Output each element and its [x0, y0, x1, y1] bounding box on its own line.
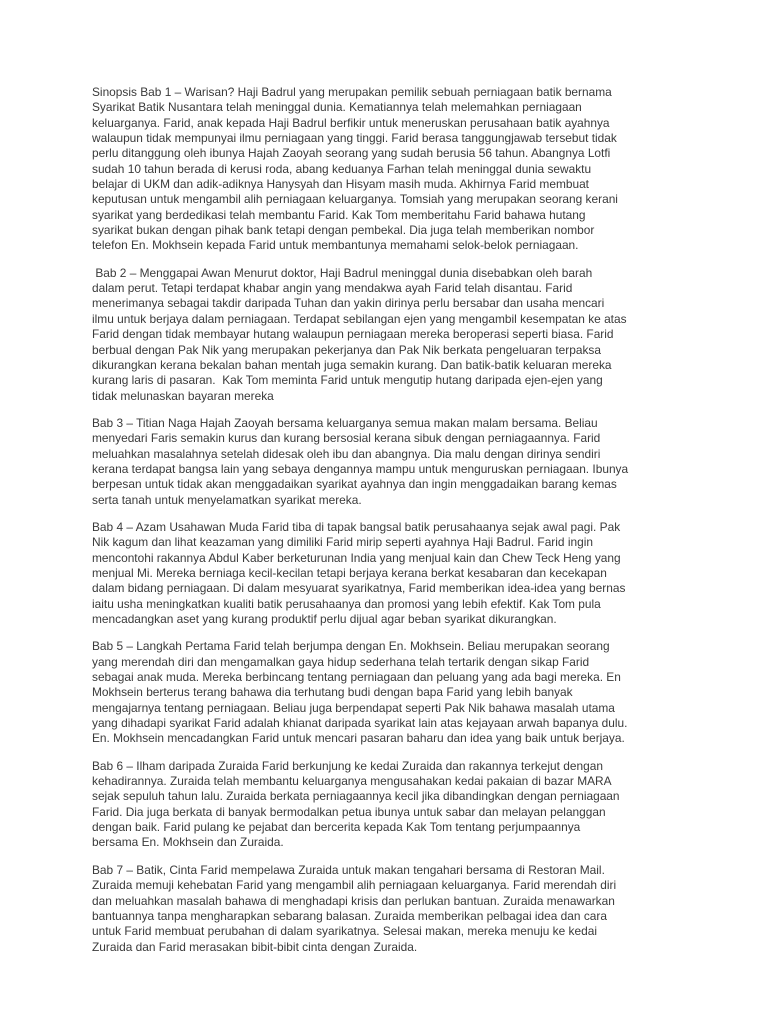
paragraph-bab-2: Bab 2 – Menggapai Awan Menurut doktor, Haji Badrul meninggal dunia disebabkan oleh barah dalam perut. Tetapi terdapat khabar angin yang mendakwa ayah Farid telah disantau. Farid menerimanya sebagai takdir daripada Tuhan dan yakin dirinya perlu bersabar dan usaha mencari ilmu untuk berjaya dalam perniagaan. Terdapat sebilangan ejen yang mengambil kesempatan ke atas Farid dengan tidak membayar hutang walaupun perniagaan mereka beroperasi seperti biasa. Farid berbual dengan Pak Nik yang merupakan pekerjanya dan Pak Nik berkata pengeluaran terpaksa dikurangkan kerana bekalan bahan mentah juga semakin kurang. Dan batik-batik keluaran mereka kurang laris di pasaran. Kak Tom meminta Farid untuk mengutip hutang daripada ejen-ejen yang tidak melunaskan bayaran mereka	[92, 265, 627, 403]
paragraph-bab-1: Sinopsis Bab 1 – Warisan? Haji Badrul yang merupakan pemilik sebuah perniagaan batik bernama Syarikat Batik Nusantara telah meninggal dunia. Kematiannya telah melemahkan perniagaan keluarganya. Farid, anak kepada Haji Badrul berfikir untuk meneruskan perusahaan batik ayahnya walaupun tidak mempunyai ilmu perniagaan yang tinggi. Farid berasa tanggungjawab tersebut tidak perlu ditanggung oleh ibunya Hajah Zaoyah seorang yang sudah berusia 56 tahun. Abangnya Lotfi sudah 10 tahun berada di kerusi roda, abang keduanya Farhan telah meninggal dunia sewaktu belajar di UKM dan adik-adiknya Hanysyah dan Hisyam masih muda. Akhirnya Farid membuat keputusan untuk mengambil alih perniagaan keluarganya. Tomsiah yang merupakan seorang kerani syarikat yang berdedikasi telah membantu Farid. Kak Tom memberitahu Farid bahawa hutang syarikat bukan dengan pihak bank tetapi dengan pembekal. Dia juga telah memberikan nombor telefon En. Mokhsein kepada Farid untuk membantunya memahami selok-belok perniagaan.	[92, 85, 618, 253]
paragraph-bab-3: Bab 3 – Titian Naga Hajah Zaoyah bersama keluarganya semua makan malam bersama. Beliau menyedari Faris semakin kurus dan kurang bersosial kerana sibuk dengan perniagaannya. Farid meluahkan masalahnya setelah didesak oleh ibu dan abangnya. Dia malu dengan dirinya sendiri kerana terdapat bangsa lain yang sebaya dengannya mampu untuk menguruskan perniagaan. Ibunya berpesan untuk tidak akan menggadaikan syarikat ayahnya dan ingin menggadaikan barang kemas serta tanah untuk menyelamatkan syarikat mereka.	[92, 415, 629, 507]
paragraph-bab-5: Bab 5 – Langkah Pertama Farid telah berjumpa dengan En. Mokhsein. Beliau merupakan seorang yang merendah diri dan mengamalkan gaya hidup sederhana telah tertarik dengan sikap Farid sebagai anak muda. Mereka berbincang tentang perniagaan dan peluang yang ada bagi mereka. En Mokhsein berterus terang bahawa dia terhutang budi dengan bapa Farid yang lebih banyak mengajarnya tentang perniagaan. Beliau juga berpendapat seperti Pak Nik bahawa masalah utama yang dihadapi syarikat Farid adalah khianat daripada syarikat lain atas kejayaan arwah bapanya dulu. En. Mokhsein mencadangkan Farid untuk mencari pasaran baharu dan idea yang baik untuk berjaya.	[92, 639, 628, 746]
paragraph-bab-6: Bab 6 – Ilham daripada Zuraida Farid berkunjung ke kedai Zuraida dan rakannya terkejut dengan kehadirannya. Zuraida telah membantu keluarganya mengusahakan kedai pakaian di bazar MARA sejak sepuluh tahun lalu. Zuraida berkata perniagaannya kecil jika dibandingkan dengan perniagaan Farid. Dia juga berkata di banyak bermodalkan petua ibunya untuk sabar dan melayan pelanggan dengan baik. Farid pulang ke pejabat dan bercerita kepada Kak Tom tentang perjumpaannya bersama En. Mokhsein dan Zuraida.	[92, 758, 620, 850]
paragraph-bab-7: Bab 7 – Batik, Cinta Farid mempelawa Zuraida untuk makan tengahari bersama di Restoran Mail. Zuraida memuji kehebatan Farid yang mengambil alih perniagaan keluarganya. Farid merendah diri dan meluahkan masalah bahawa di menghadapi krisis dan perlukan bantuan. Zuraida menawarkan bantuannya tanpa mengharapkan sebarang balasan. Zuraida memberikan pelbagai idea dan cara untuk Farid membuat perubahan di dalam syarikatnya. Selesai makan, mereka menuju ke kedai Zuraida dan Farid merasakan bibit-bibit cinta dengan Zuraida.	[92, 862, 617, 954]
document-page	[92, 85, 692, 967]
paragraph-bab-4: Bab 4 – Azam Usahawan Muda Farid tiba di tapak bangsal batik perusahaanya sejak awal pagi. Pak Nik kagum dan lihat keazaman yang dimiliki Farid mirip seperti ayahnya Haji Badrul. Farid ingin mencontohi rakannya Abdul Kaber berketurunan India yang menjual kain dan Chew Teck Heng yang menjual Mi. Mereka berniaga kecil-kecilan tetapi berjaya kerana berkat kesabaran dan kecekapan dalam bidang perniagaan. Di dalam mesyuarat syarikatnya, Farid memberikan idea-idea yang bernas iaitu usha meningkatkan kualiti batik perusahaanya dan promosi yang lebih efektif. Kak Tom pula mencadangkan aset yang kurang produktif perlu dijual agar beban syarikat dikurangkan.	[92, 519, 626, 626]
